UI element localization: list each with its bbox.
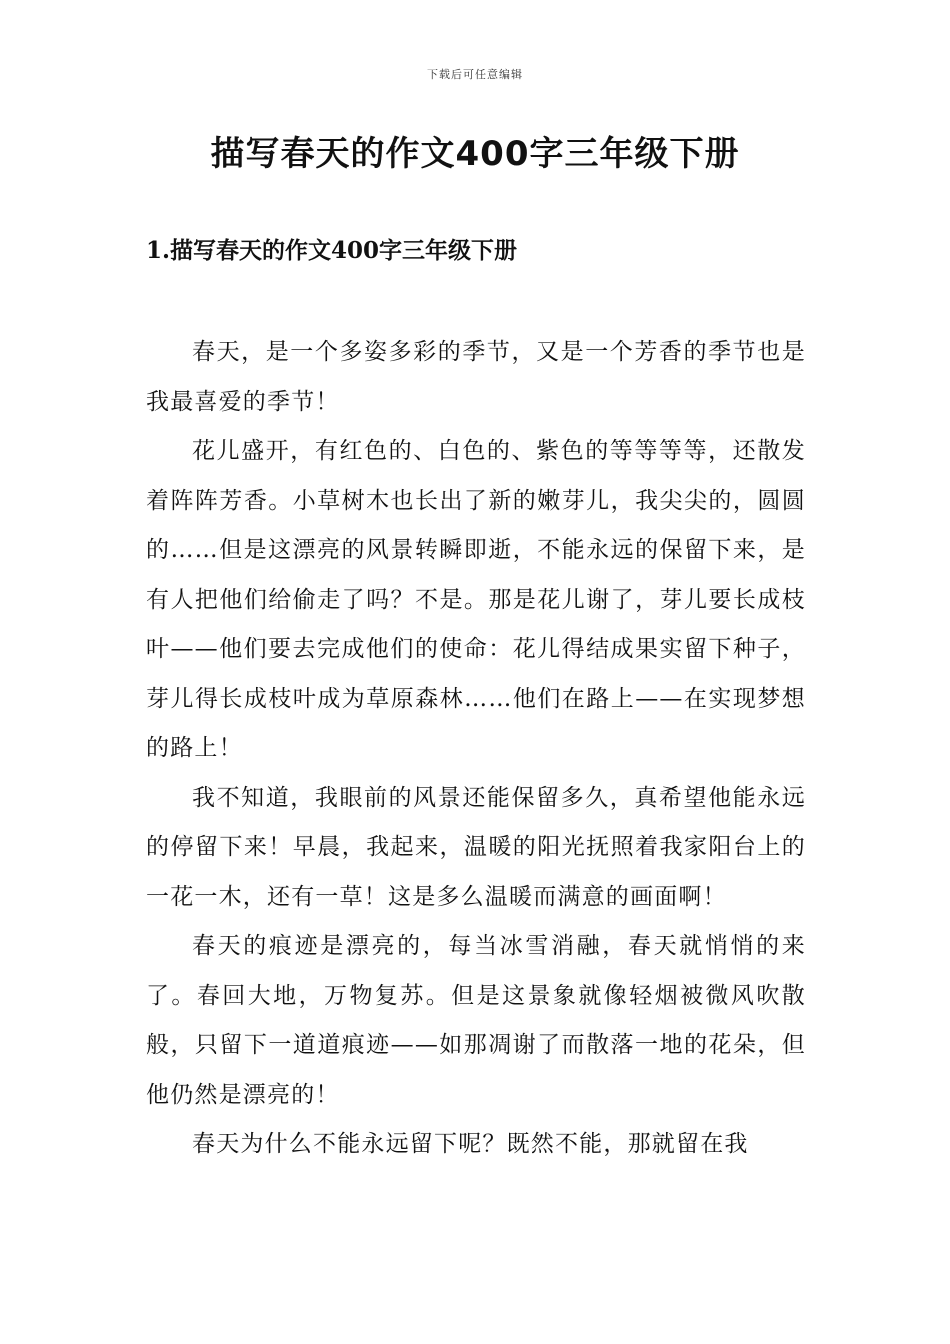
paragraph: 我不知道，我眼前的风景还能保留多久，真希望他能永远的停留下来！早晨，我起来，温暖的阳光抚照着我家阳台上的一花一木，还有一草！这是多么温暖而满意的画面啊！ <box>146 784 806 910</box>
section-heading: 1.描写春天的作文400字三年级下册 <box>146 237 518 264</box>
paragraph: 春天为什么不能永远留下呢？既然不能，那就留在我 <box>192 1131 749 1157</box>
body-text <box>146 328 806 1170</box>
paragraph: 春天的痕迹是漂亮的，每当冰雪消融，春天就悄悄的来了。春回大地，万物复苏。但是这景象就像轻烟被微风吹散般，只留下一道道痕迹——如那凋谢了而散落一地的花朵，但他仍然是漂亮的！ <box>146 933 806 1108</box>
header-note: 下载后可任意编辑 <box>427 68 523 81</box>
document-title: 描写春天的作文400字三年级下册 <box>210 134 740 174</box>
paragraph: 花儿盛开，有红色的、白色的、紫色的等等等等，还散发着阵阵芳香。小草树木也长出了新的嫩芽儿，我尖尖的，圆圆的……但是这漂亮的风景转瞬即逝，不能永远的保留下来，是有人把他们给偷走了吗？不是。那是花儿谢了，芽儿要长成枝叶——他们要去完成他们的使命：花儿得结成果实留下种子，芽儿得长成枝叶成为草原森林……他们在路上——在实现梦想的路上！ <box>146 438 806 761</box>
paragraph: 春天，是一个多姿多彩的季节，又是一个芳香的季节也是我最喜爱的季节！ <box>146 339 806 415</box>
